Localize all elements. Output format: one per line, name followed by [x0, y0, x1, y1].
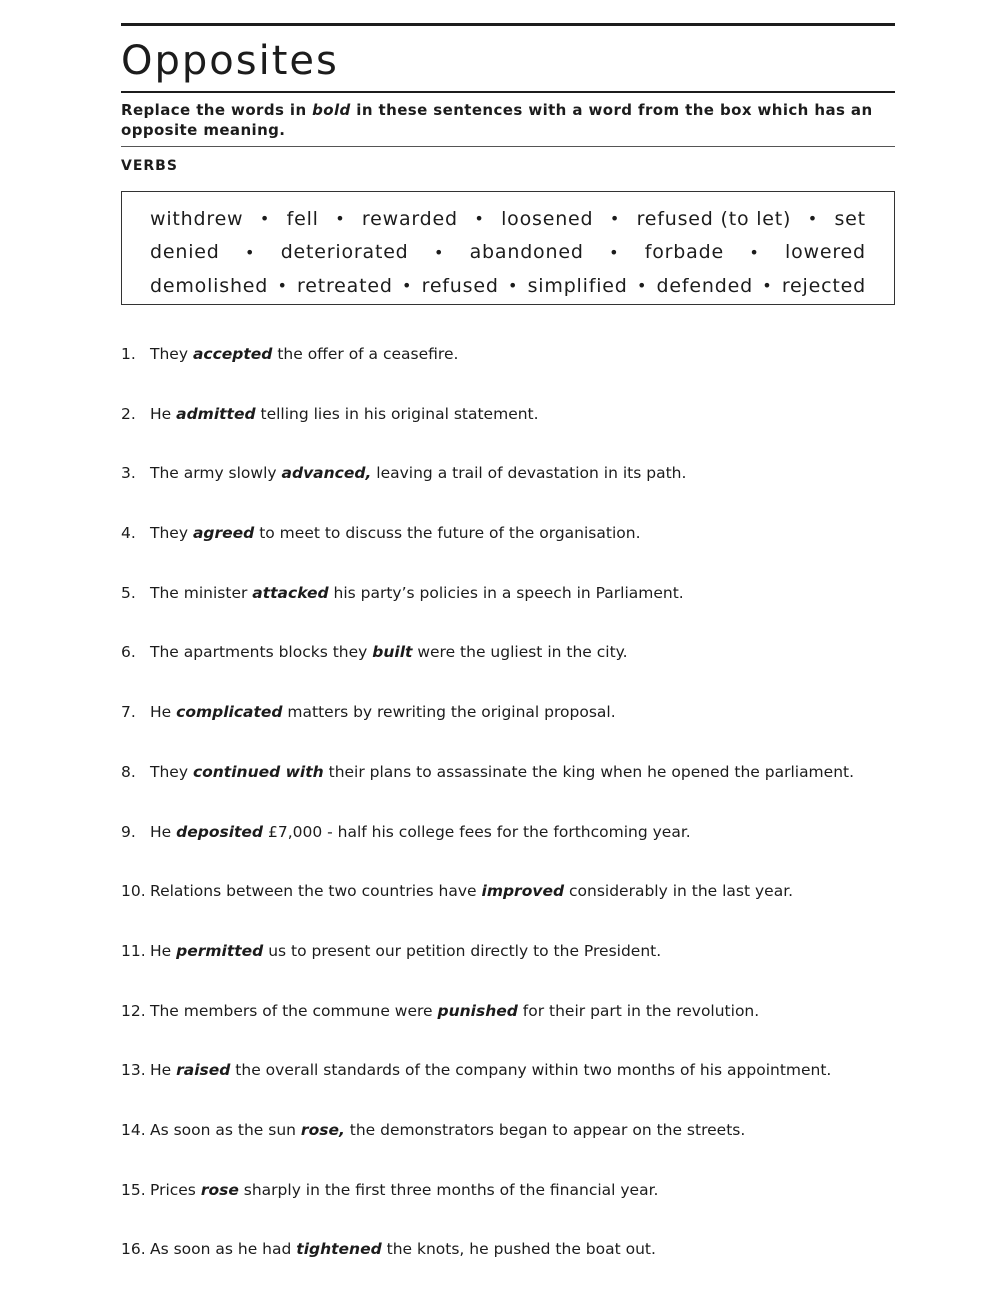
question-item	[121, 877, 901, 937]
word-separator: •	[609, 242, 620, 262]
word-separator: •	[277, 276, 288, 296]
question-bold-word: accepted	[192, 345, 273, 363]
word-separator: •	[245, 242, 256, 262]
question-text-after: his party’s policies in a speech in Parliament.	[328, 583, 684, 602]
question-bold-word: continued with	[192, 762, 324, 781]
question-text-before: They	[150, 345, 193, 363]
question-bold-word: improved	[481, 882, 565, 901]
question-bold-word: deposited	[176, 822, 264, 841]
question-text-after: sharply in the first three months of the financial year.	[238, 1180, 659, 1199]
word-box-word: defended	[656, 274, 753, 297]
word-box-word: rejected	[781, 274, 866, 297]
word-box-word: fell	[286, 207, 319, 230]
word-box-word: abandoned	[469, 241, 584, 264]
word-separator: •	[474, 209, 485, 229]
question-item	[121, 937, 901, 997]
question-number: 2.	[121, 404, 136, 423]
question-bold-word: punished	[437, 1001, 518, 1020]
word-separator: •	[508, 276, 519, 296]
word-separator: •	[259, 209, 271, 229]
question-item	[121, 400, 901, 460]
question-text-after: the overall standards of the company within two months of his appointment.	[230, 1061, 832, 1080]
question-number: 16.	[121, 1240, 146, 1259]
question-item	[121, 638, 901, 698]
word-box-word: demolished	[150, 274, 269, 297]
instructions-rule	[121, 146, 895, 147]
question-text-before: He	[150, 404, 177, 423]
question-text-after: their plans to assassinate the king when he opened the parliament.	[323, 762, 855, 781]
question-bold-word: agreed	[192, 524, 255, 543]
question-item	[121, 340, 901, 400]
question-text-after: the knots, he pushed the boat out.	[381, 1240, 656, 1259]
question-item	[121, 818, 901, 878]
question-bold-word: rose,	[300, 1120, 345, 1139]
question-item	[121, 1176, 901, 1236]
question-item	[121, 698, 901, 758]
word-box-word: simplified	[527, 274, 628, 297]
word-box	[121, 191, 895, 305]
question-bold-word: rose	[200, 1180, 239, 1199]
question-text-before: The army slowly	[150, 464, 282, 483]
question-number: 10.	[121, 882, 146, 901]
question-item	[121, 579, 901, 639]
question-text-after: the offer of a ceasefire.	[272, 345, 459, 363]
question-text-before: He	[150, 1061, 177, 1080]
question-item	[121, 1235, 901, 1295]
question-number: 4.	[121, 524, 136, 543]
question-number: 7.	[121, 703, 136, 722]
question-bold-word: advanced,	[281, 464, 372, 483]
instructions-before: Replace the words in	[121, 101, 313, 119]
question-number: 3.	[121, 464, 136, 483]
word-separator: •	[807, 209, 818, 229]
instructions	[121, 100, 901, 140]
question-bold-word: permitted	[176, 941, 264, 960]
question-text-after: leaving a trail of devastation in its path.	[371, 464, 687, 483]
top-rule	[121, 23, 895, 26]
question-bold-word: tightened	[296, 1240, 382, 1259]
question-number: 9.	[121, 822, 136, 841]
instructions-emphasis: bold	[312, 101, 351, 119]
question-text-before: They	[150, 524, 193, 543]
question-bold-word: admitted	[176, 404, 256, 423]
question-text-after: considerably in the last year.	[564, 882, 794, 901]
question-text-after: telling lies in his original statement.	[255, 404, 539, 423]
word-separator: •	[749, 242, 760, 262]
question-text-before: The minister	[150, 583, 253, 602]
word-box-word: refused (to let)	[636, 207, 792, 230]
question-text-before: Prices	[150, 1180, 201, 1199]
question-text-before: They	[150, 762, 193, 781]
word-row	[150, 269, 866, 303]
question-text-before: He	[150, 941, 177, 960]
question-text-before: He	[150, 822, 177, 841]
question-text-before: The members of the commune were	[150, 1001, 438, 1020]
question-text-before: As soon as he had	[150, 1240, 297, 1259]
question-item	[121, 758, 901, 818]
word-box-word: denied	[150, 241, 220, 264]
question-text-after: us to present our petition directly to the President.	[263, 941, 662, 960]
question-item	[121, 459, 901, 519]
word-row	[150, 202, 866, 236]
question-text-after: matters by rewriting the original proposal.	[282, 703, 616, 722]
word-separator: •	[609, 209, 621, 229]
word-separator: •	[636, 276, 648, 296]
question-text-after: for their part in the revolution.	[517, 1001, 760, 1020]
question-item	[121, 519, 901, 579]
word-box-word: lowered	[785, 241, 866, 264]
word-box-word: rewarded	[361, 207, 458, 230]
word-box-word: retreated	[297, 274, 393, 297]
word-box-word: deteriorated	[280, 241, 409, 264]
question-text-before: Relations between the two countries have	[150, 882, 482, 901]
question-text-after: were the ugliest in the city.	[412, 643, 628, 662]
question-number: 12.	[121, 1001, 146, 1020]
title-rule	[121, 91, 895, 93]
question-item	[121, 997, 901, 1057]
word-box-word: forbade	[644, 241, 724, 264]
section-label: VERBS	[121, 158, 178, 174]
question-text-before: As soon as the sun	[150, 1120, 301, 1139]
question-number: 15.	[121, 1180, 146, 1199]
word-box-word: set	[834, 207, 866, 230]
question-number: 5.	[121, 583, 136, 602]
question-text-after: to meet to discuss the future of the organisation.	[254, 524, 641, 543]
question-bold-word: complicated	[176, 703, 283, 722]
question-number: 6.	[121, 643, 136, 662]
question-text-after: £7,000 - half his college fees for the forthcoming year.	[263, 822, 691, 841]
question-number: 11.	[121, 941, 146, 960]
question-number: 14.	[121, 1120, 146, 1139]
question-bold-word: raised	[176, 1061, 231, 1080]
question-list	[121, 340, 901, 1295]
word-box-word: loosened	[501, 207, 594, 230]
question-bold-word: built	[372, 643, 413, 662]
word-separator: •	[402, 276, 413, 296]
page-title: Opposites	[121, 38, 339, 84]
question-text-before: The apartments blocks they	[150, 643, 373, 662]
question-item	[121, 1116, 901, 1176]
instructions-after: in these sentences with a word from the box which has an opposite meaning.	[121, 101, 873, 139]
word-separator: •	[762, 276, 773, 296]
word-row	[150, 236, 866, 270]
question-number: 13.	[121, 1061, 146, 1080]
word-separator: •	[335, 209, 346, 229]
word-separator: •	[433, 242, 445, 262]
word-box-word: refused	[421, 274, 499, 297]
word-box-word: withdrew	[150, 207, 244, 230]
question-text-after: the demonstrators began to appear on the streets.	[344, 1120, 746, 1139]
question-number: 8.	[121, 762, 136, 781]
question-item	[121, 1056, 901, 1116]
question-text-before: He	[150, 703, 177, 722]
question-bold-word: attacked	[252, 583, 329, 602]
question-number: 1.	[121, 345, 136, 363]
